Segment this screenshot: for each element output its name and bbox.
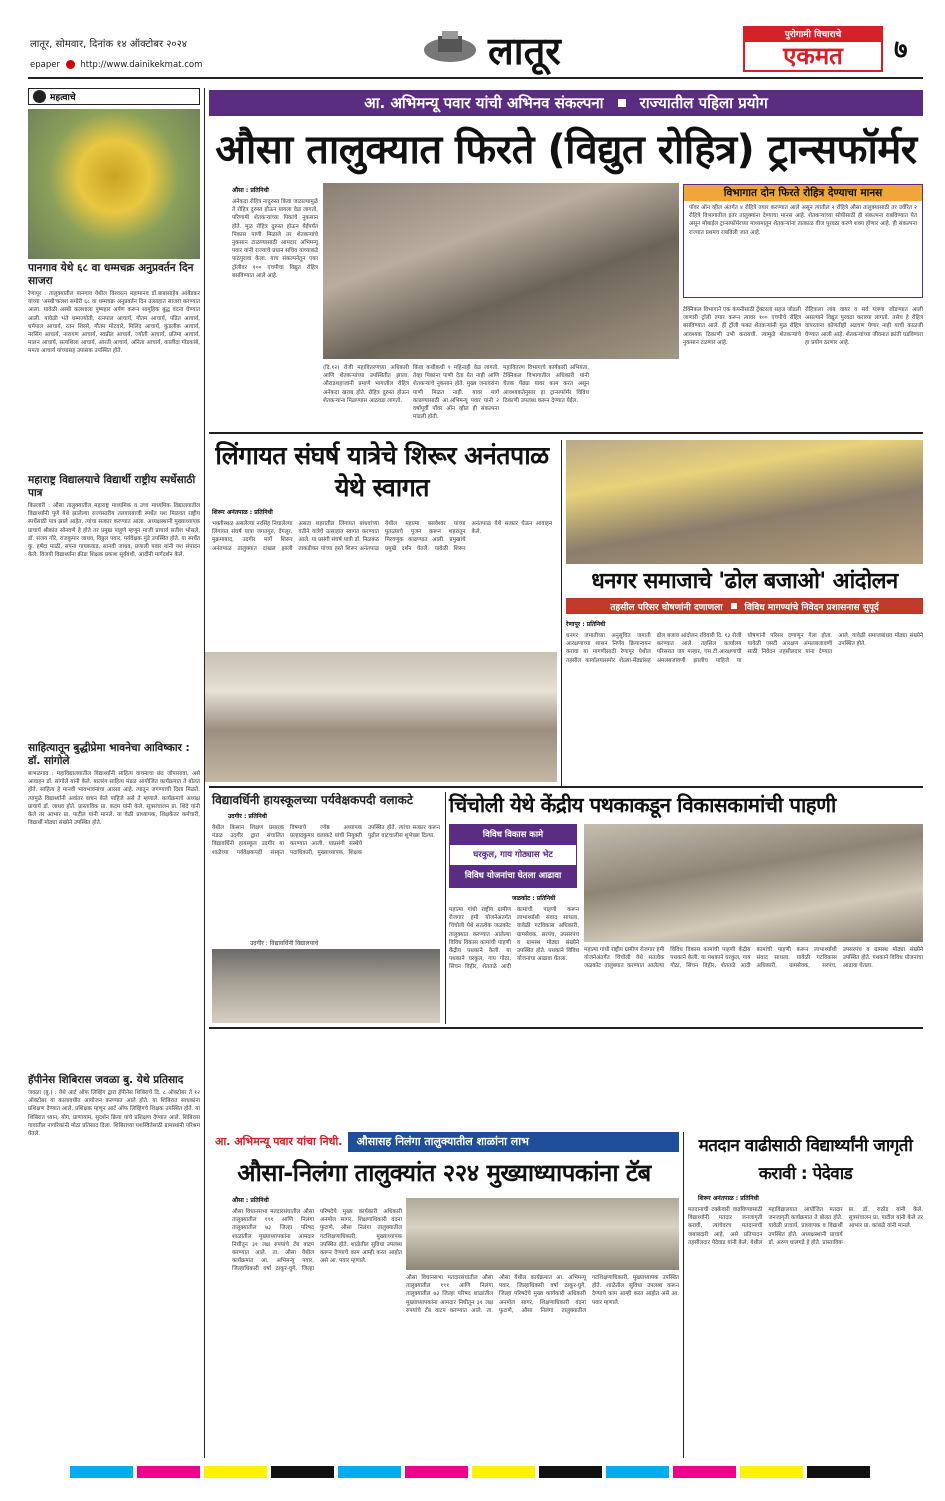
lead-body-2: (दि.१२) रोजी महावितरणच्या अधिकारी आणि शेतकऱ्यांच्या उपस्थितीत झाला. औराडशहाजानी प्रमाणे भागातील रोहित्र अनेकदा खराब होते. रोहित्र दुरुस्त होऊन शेतकऱ्यांना मिळण्यास आठवडा लागतो. xyxy=(323,365,409,404)
sidebar xyxy=(28,88,200,1458)
epaper-line xyxy=(30,60,202,70)
wreath-photo xyxy=(28,109,200,259)
hs-byline: उदगीर : प्रतिनिधी xyxy=(228,813,267,820)
flower-icon xyxy=(33,90,46,103)
column-divider-tab xyxy=(683,1132,684,1458)
voting-byline: शिरूर अनंतपाळ : प्रतिनिधी xyxy=(698,1195,759,1202)
dhangar-sub-bullet xyxy=(731,603,737,609)
brand-logo xyxy=(743,26,883,72)
dhangar-headline: धनगर समाजाचे 'ढोल बजाओ' आंदोलन xyxy=(591,569,898,594)
sidebar-story-3-body: बाभळगाव : महाविद्यालयातील विद्यार्थ्यांनी साहित्य वाचनाचा छंद जोपासावा, असे आवाहन डॉ. सांगोले यांनी केले. बालरंग साहित्य मंडळ आयोजित कार्यक्रमात ते बोलत होते. साहित्य हे मानवी भावभावनांचा आरसा आहे. त्यातून जगण्याची दिशा मिळते. त्यामुळे विद्यार्थ्यांनी अवांतर वाचन केले पाहिजे असे ते म्हणाले. कार्यक्रमाचे अध्यक्ष प्राचार्य डॉ. जाधव होते. प्रास्ताविक प्रा. कदम यांनी केले. सूत्रसंचालन प्रा. शिंदे यांनी केले तर आभार प्रा. पाटील यांनी मानले. या वेळी प्राध्यापक, शिक्षकेतर कर्मचारी, विद्यार्थी मोठ्या संख्येने उपस्थित होते. xyxy=(28,771,200,827)
chincholi-box-1: विविध विकास कामे xyxy=(450,825,576,845)
sidebar-story-3-title: साहित्यातून बुद्धीप्रेमा भावनेचा आविष्कार : डॉ. सांगोले xyxy=(28,742,190,767)
lead-headline: औसा तालुक्यात फिरते (विद्युत रोहित्र) ट्रान्सफॉर्मर xyxy=(215,127,917,173)
tab-banner xyxy=(209,1132,679,1152)
tab-body-b: औसा विधानसभा मतदारसंघातील औसा तालुक्यातील १९१ आणि निलंगा तालुक्यातील ७३ जिल्हा परिषद शाळांतील मुख्याध्यापकांना आमदार निधीतून ३१ लक्ष रुपयांचे टॅब वाटप करण्यात आले. ता. औसा येथील कार्यक्रमात आ. अभिमन्यू पवार, जिल्हाधिकारी वर्षा ठाकूर-घुगे, जिल्हा परिषदेचे मुख्य कार्यकारी अधिकारी अनमोल सागर, शिक्षणाधिकारी वंदना फुटाणे, औसा निलंगा तालुक्यातील गटशिक्षणाधिकारी, मुख्याध्यापक उपस्थित होते. शाळेतील सुविधा उपलब्ध करून देण्याचे काम आम्ही करत आहोत असे आ. पवार म्हणाले. xyxy=(406,1275,679,1314)
lead-sidebox-body: पॉवर ऑन व्हील अंतर्गत ४ रोहित्रे तयार करण्यात आले असून त्यातील २ रोहित्रे औसा तालुक्यासाठी तर उर्वरित २ रोहित्रे विभागातील इतर तालुक्यांना देण्याचा मानस आहे. शेतकऱ्यांच्या सोयीसाठी ही संकल्पना राबविण्यात येत असून मोबाईल ट्रान्सफॉर्मरच्या माध्यमातून शेतकऱ्यांना तात्काळ वीज पुरवठा करणे शक्य होणार आहे. ही संकल्पना राज्यात प्रथमच राबविली जात आहे. xyxy=(689,205,917,236)
lead-banner-left: आ. अभिमन्यू पवार यांची अभिनव संकल्पना xyxy=(364,94,604,112)
hs-photo-caption: उदगीर : विद्यावर्धिनी विद्यालयाचे xyxy=(250,940,319,947)
sidebar-tag xyxy=(28,88,200,105)
chincholi-byline: जळकोट : प्रतिनिधी xyxy=(512,895,556,902)
lead-byline: औसा : प्रतिनिधी xyxy=(232,187,269,194)
hs-headline: विद्यावर्धिनी हायस्कूलच्या पर्यवेक्षकपदी वलाकटे xyxy=(212,793,413,807)
sidebar-story-1-title: पानगाव येथे ६८ वा धम्मचक्र अनुप्रवर्तन दिन साजरा xyxy=(28,262,194,287)
voting-body: मतदानाची टक्केवारी वाढविण्यासाठी विद्यार्थ्यांनी मतदार जनजागृती करावी, त्यांचेवरच मतदानाची जबाबदारी आहे, असे प्रतिपादन तहसीलदार पेदेवाड यांनी केले. येथील महाविद्यालयात आयोजित मतदार जनजागृती कार्यक्रमात ते बोलत होते. यावेळी प्राचार्य, प्राध्यापक व विद्यार्थी उपस्थित होते. अध्यक्षस्थानी प्राचार्य डॉ. अरुण धालगडे हे होते. प्रास्ताविक प्रा. डॉ. राठोड यांनी केले. सूत्रसंचालन प्रा. पाटील यांनी केले तर आभार प्रा. कांबळे यांनी मानले. xyxy=(688,1207,923,1246)
lead-banner-right: राज्यातील पहिला प्रयोग xyxy=(639,94,768,112)
sidebar-story-1-body: रेणापूर : तालुक्यातील पानगाव येथील विश्वरत्न महामानव डॉ.बाबासाहेब आंबेडकर यांच्या 'अस्थी'कलश समोरी ६८ वा धम्मचक्र अनुप्रवर्तन दिन उत्साहात साजरा करण्यात आला. यावेळी अस्थी कलशाला पुष्पहार अर्पण करून सामूहिक बुद्ध वंदना घेण्यात आली. यावेळी भंते धम्मज्योती, रत्नपाल आचार्य, गौतम आचार्य, पंडित आचार्य, धर्मपाल आचार्य, रतन शिरसे, गौतम मोटवारे, मिलिंद आचार्य, कुंडलीक आचार्य, नरसिंग आचार्य, नारायण आचार्य, स्वप्नील आचार्य, ज्योती आचार्य, प्रतिमा आचार्य, मालन आचार्य, सत्यशिला आचार्य, आरती आचार्य, अनिता आचार्य, कालींदा गोडकांबे, ममता आचार्य यांच्यासह उपासक उपस्थित होते. xyxy=(28,291,200,355)
lingayat-byline: शिरूर अनंतपाळ : प्रतिनिधी xyxy=(212,509,273,516)
chincholi-infobox xyxy=(449,824,577,888)
lead-body-5: टेक्निकल विभागाने एक कंपनीसाठी ट्रॅक्टरला सहज जोडली जाणारी ट्रॉली तयार करून त्यावर १०० एचपीचे रोहित्र बसविण्यात आले. ही ट्रॉली फक्त शेतकऱ्यांनी मुळ रोहित्र आवश्यक ठिकाणी उभी करायची. त्यामुळे शेतकऱ्यांचे नुकसान टळणार आहे. xyxy=(683,307,801,346)
sidebar-story-2-title: महाराष्ट्र विद्यालयाचे विद्यार्थी राष्ट्रीय स्पर्धेसाठी पात्र xyxy=(28,474,196,499)
dhangar-subbanner xyxy=(566,598,923,614)
chincholi-headline: चिंचोली येथे केंद्रीय पथकाकडून विकासकामांची पाहणी xyxy=(449,793,836,817)
chincholi-photo xyxy=(584,824,923,942)
hs-body: येथील किसान शिक्षण प्रसारक मंडळ उदगीर द्वारा संचालित विद्यावर्धिनी हायस्कूल उदगीर या शाळेच्या पर्यवेक्षकपदी संस्कृत विषयाचे ज्येष्ठ अध्यापक प्रल्हादकुमार वलाकटे यांची नियुक्ती करण्यात आली. याप्रसंगी संस्थेचे पदाधिकारी, मुख्याध्यापक, शिक्षक उपस्थित होते. त्यांचा सत्कार करून पुढील वाटचालीस शुभेच्छा दिल्या. xyxy=(212,825,440,856)
lead-body-6: रोहित्राला लांब वायर व सर्व यंत्रणा जोडण्यात आली असल्याने विद्युत पुरवठा कराव्या लागतो. तसेच हे रोहित्र वापरताना कोणतीही अडचण येणार नाही याची काळजी घेण्यात आली आहे. शेतकऱ्यांच्या जीवनात क्रांती घडविणारा हा प्रयोग ठरणार आहे. xyxy=(805,307,923,346)
tab-headline: औसा-निलंगा तालुक्यांत २२४ मुख्याध्यापकांना टॅब xyxy=(237,1159,651,1187)
city-emblem-icon xyxy=(420,28,480,66)
sidebar-story-4-body: जवळा (बु.) : येथे आर्ट ऑफ लिव्हिंग द्वारा हॅपीनेस शिबिराचे दि. ८ ऑक्टोबर ते १२ ऑक्टोबर या कालावधीत आयोजन करण्यात आले होते. या शिबिरात साधकांना प्रशिक्षण देण्यात आले. प्रशिक्षक म्हणून आर्ट ऑफ लिव्हिंगचे शिक्षक उपस्थित होते. या शिबिरात ध्यान, योग, प्राणायाम, सुदर्शन क्रिया यांचे प्रशिक्षण देण्यात आले. शिबिरास गावातील नागरिकांनी मोठा प्रतिसाद दिला. शिबिराच्या यशस्वितेसाठी ग्रामस्थांनी परिश्रम घेतले. xyxy=(28,1090,200,1138)
lower-divider xyxy=(209,1027,923,1029)
sidebar-tag-label: महत्वाचे xyxy=(50,93,76,103)
chincholi-box-2: घरकुल, गाय गोठ्यास भेट xyxy=(473,850,553,860)
masthead xyxy=(0,0,945,80)
chincholi-body-b: महात्मा गांधी राष्ट्रीय ग्रामीण रोजगार हमी योजनेअंतर्गत चिंचोली येथे सतत्वेक जळकोट तालुक्यात करण्यात आलेल्या विविध विकास कामांची पाहणी केंद्रीय पथकाने केली. या पथकाने घरकुल, गाय गोठा, सिंचन विहीर, शेततळे आदी कामांची पाहणी करून लाभार्थ्यांशी संवाद साधला. यावेळी गटविकास अधिकारी, ग्रामसेवक, सरपंच, उपसरपंच व ग्रामस्थ मोठ्या संख्येने उपस्थित होते. पथकाने विविध योजनांचा आढावा घेतला. xyxy=(584,947,923,970)
website-link[interactable]: http://www.dainikekmat.com xyxy=(80,60,203,70)
tab-byline: औसा : प्रतिनिधी xyxy=(232,1197,269,1204)
sidebar-story-2-body: किल्लारी : औसा तालुक्यातील महाराष्ट्र माध्यमिक व उच्च माध्यमिक विद्यालयातील विद्यार्थ्यांनी पुणे येथे झालेल्या राज्यस्तरीय तलवारबाजी स्पर्धेत यश मिळवत राष्ट्रीय स्पर्धेसाठी पात्र झाले आहेत. त्यांचा सत्कार करण्यात आला. अध्यक्षस्थानी मुख्याध्यापक प्राचार्य श्रीकांत सोनवणे हे होते तर प्रमुख पाहुणे म्हणून माजी प्राचार्य सतीश भोसले, डॉ. संजय गोरे, राजकुमार जाधव, विठ्ठल पवार, पर्यवेक्षक मुंडे उपस्थित होते. या स्पर्धेत कु. हर्षदा माळी, सपना गायकवाड, सानवी जाधव, प्रणाली पवार यांनी यश संपादन केले. विजयी विद्यार्थ्यांना क्रीडा शिक्षक प्रकाश सूर्यवंशी, आदींनी मार्गदर्शन केले. xyxy=(28,503,200,559)
brand-tagline: पुरोगामी विचाराचे xyxy=(745,28,881,42)
mid-divider xyxy=(209,786,923,788)
lingayat-headline: लिंगायत संघर्ष यात्रेचे शिरूर अनंतपाळ येथे स्वागत xyxy=(215,441,549,502)
lead-body-4: महावितरण विभागाचे कार्यकारी अभियंता, टेक्निकल विभागातील अधिकारी यांनी चेतक पेंढ्या यावर काम करत असून आवश्यकतेनुसार हा ट्रान्सफॉर्मर विविध ठिकाणी उपलब्ध करून देण्यात येईल. xyxy=(503,365,589,404)
lead-body-3: किंवा कधीकधी १ महिनाही वेळ लागतो. तेव्हा पिकांना पाणी देता येत नाही आणि शेतकऱ्यांचे नुकसान होते. मुख्य जनावरांना पाणी मिळत नाही. यावर मार्ग काढण्यासाठी आ.अभिमन्यू पवार यांनी २ वर्षांपूर्वी पॉवर ऑन व्हील ही संकल्पना मांडली होती. xyxy=(413,365,499,421)
banner-bullet xyxy=(618,99,626,107)
page-number: ७ xyxy=(894,35,908,65)
city-name: लातूर xyxy=(488,29,561,73)
dhangar-sub-right: विविध मागण्यांचे निवेदन प्रशासनास सुपूर्द xyxy=(744,602,879,613)
dhangar-body: धनगर जमातीच्या अनुसूचित जमाती आरक्षणाच्या शासन निर्णय क्रियान्वयन करावा या मागणीसाठी रेणापूर येथील तहसील कार्यालयासमोर शेळ्या-मेंढ्यांसह ढोल बजाव आंदोलन रविवारी दि. १३ रोजी करण्यात आले. तहसिल कार्यालय परिसरात जय मल्हार, एस.टी.आरक्षणाची अंमलबजावणी झालीच पाहिजे या घोषणांनी परिसर दणाणून गेला होता. यावेळी एसटी आरक्षण अंमलबजावणी साठी निवेदन तहसीलदार यांना देण्यात आले. यावेळी समाजबांधव मोठ्या संख्येने उपस्थित होते. xyxy=(566,633,923,664)
brand-name: एकमत xyxy=(783,42,843,70)
epaper-label: epaper xyxy=(30,60,60,70)
lingayat-photo xyxy=(205,652,557,782)
column-divider-mid xyxy=(561,440,562,786)
chincholi-body-a: महात्मा गांधी राष्ट्रीय ग्रामीण रोजगार हमी योजनेअंतर्गत चिंचोली येथे सतत्वेक जळकोट तालुक्यात करण्यात आलेल्या विविध विकास कामांची पाहणी केंद्रीय पथकाने केली. या पथकाने घरकुल, गाय गोठा, सिंचन विहीर, शेततळे आदी कामांची पाहणी करून लाभार्थ्यांशी संवाद साधला. यावेळी गटविकास अधिकारी, ग्रामसेवक, सरपंच, उपसरपंच व ग्रामस्थ मोठ्या संख्येने उपस्थित होते. पथकाने विविध योजनांचा आढावा घेतला. xyxy=(449,907,579,971)
tab-body-a: औसा विधानसभा मतदारसंघातील औसा तालुक्यातील १९१ आणि निलंगा तालुक्यातील ७३ जिल्हा परिषद शाळांतील मुख्याध्यापकांना आमदार निधीतून ३१ लक्ष रुपयांचे टॅब वाटप करण्यात आले. ता. औसा येथील कार्यक्रमात आ. अभिमन्यू पवार, जिल्हाधिकारी वर्षा ठाकूर-घुगे, जिल्हा परिषदेचे मुख्य कार्यकारी अधिकारी अनमोल सागर, शिक्षणाधिकारी वंदना फुटाणे, औसा निलंगा तालुक्यातील गटशिक्षणाधिकारी, मुख्याध्यापक उपस्थित होते. शाळेतील सुविधा उपलब्ध करून देण्याचे काम आम्ही करत आहोत असे आ. पवार म्हणाले. xyxy=(232,1209,402,1273)
masthead-divider xyxy=(28,77,923,79)
dhangar-photo xyxy=(566,440,923,564)
dhangar-byline: रेणापूर : प्रतिनिधी xyxy=(566,621,606,628)
sidebar-story-4-title: हॅपीनेस शिबिरास जवळा बु. येथे प्रतिसाद xyxy=(28,1074,184,1086)
column-divider-hs xyxy=(445,792,446,1024)
lingayat-body: भक्तीस्थळ असलेल्या नरसिंह निघालेल्या लिंगायत संघर्ष यात्रा जगतगुरु, देगलूर, मुक्रमाबाद, उदगीर मार्गे शिरूर अनंतपाळ तालुक्यात दाखल झाली असता शहरातील लिंगायत बांधवांच्या वतीने यात्रेचे उत्साहात स्वागत करण्यात आले. या प्रसंगी संघर्ष यात्री डॉ. निळकंठ ताकडीकर यांच्या हस्ते शिरूर अनंतपाळ येथील महात्मा बसवेश्वर यांच्या पुतळ्याचे पूजन करून शहरातून मिरवणूक काढण्यात आली. प्रमुखांचे प्रमुखे दर्शन घेतले. यावेळी शिरूर अनंतपाळ येथे सत्कार घेऊन आवाहन केले. xyxy=(212,521,552,552)
dhangar-sub-left: तहसील परिसर घोषणांनी दणाणला xyxy=(610,602,723,613)
tab-banner-left: आ. अभिमन्यू पवार यांचा निधी. xyxy=(215,1135,343,1148)
dateline: लातूर, सोमवार, दिनांक १४ ऑक्टोबर २०२४ xyxy=(30,39,188,50)
tab-photo xyxy=(406,1198,679,1270)
lead-sidebox xyxy=(683,184,923,298)
lead-divider xyxy=(209,432,923,434)
chincholi-box-3: विविध योजनांचा घेतला आढावा xyxy=(450,865,576,887)
tab-banner-right: औसासह निलंगा तालुक्यातील शाळांना लाभ xyxy=(348,1132,679,1152)
globe-icon xyxy=(66,60,75,69)
voting-headline: मतदान वाढीसाठी विद्यार्थ्यांनी जागृती करावी : पेदेवाड xyxy=(698,1136,913,1184)
color-registration-strip xyxy=(70,1466,870,1478)
lead-banner xyxy=(209,90,923,116)
lead-body-1: अनेकदा रोहित्र नादुरुस्त किंवा जळाल्यामुळे ते रोहित्र दुरुस्त होऊन यायला वेळ लागतो, परिणामी शेतकऱ्यांच्या पिकांचे नुकसान होते. मूळ रोहित्र दुरुस्त होऊन येईपर्यंत पिकास पाणी मिळाले तर शेतकऱ्यांचे नुकसान टाळण्यासाठी आमदार अभिमन्यू पवार यांनी राज्याचे प्रधान सचिव यांच्याकडे पाठपुरावा केला. याच संकल्पनेतून एका ट्रॉलीवर १०० एचपीचा विद्युत रोहित्र बसविण्यात आले आहे. xyxy=(232,199,318,279)
hs-photo xyxy=(212,949,440,1023)
lead-photo xyxy=(323,183,679,359)
lead-sidebox-title: विभागात दोन फिरते रोहित्र देण्याचा मानस xyxy=(684,185,922,201)
